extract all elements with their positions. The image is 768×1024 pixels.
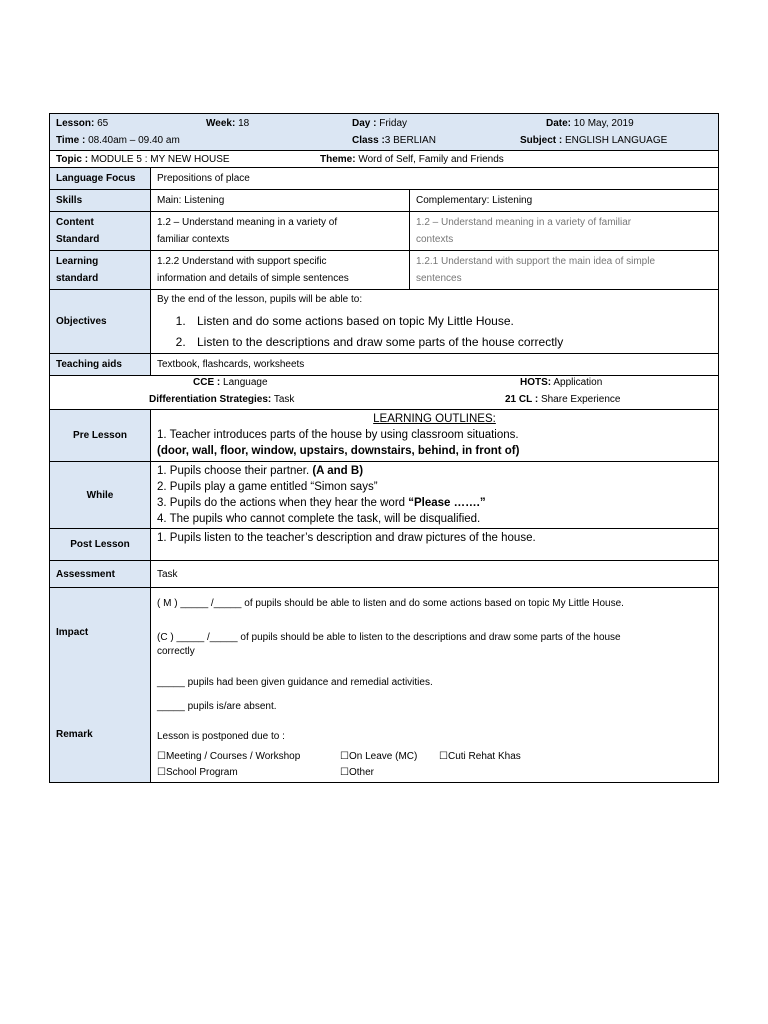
subject-field: Subject : ENGLISH LANGUAGE	[520, 135, 668, 146]
date-field: Date: 10 May, 2019	[546, 118, 634, 129]
cce-field: CCE : Language	[193, 377, 268, 388]
checkbox-icon: ☐	[157, 751, 166, 762]
teaching-aids-label: Teaching aids	[50, 354, 151, 375]
learning-standard-main: 1.2.2 Understand with support specific information and details of simple sentences	[151, 251, 410, 289]
option-meeting[interactable]: ☐Meeting / Courses / Workshop	[157, 751, 301, 762]
objective-item: 1. Listen and do some actions based on topic My Little House.	[189, 311, 712, 332]
impact-m-line: ( M ) _____ /_____ of pupils should be able to listen and do some actions based on topic My Little House.	[157, 598, 624, 609]
option-cuti-rehat[interactable]: ☐Cuti Rehat Khas	[439, 751, 521, 762]
theme-field: Theme: Word of Self, Family and Friends	[320, 153, 504, 165]
skills-complementary: Complementary: Listening	[416, 195, 533, 206]
post-lesson-content: 1. Pupils listen to the teacher’s description and draw pictures of the house.	[157, 532, 536, 544]
pre-lesson-row	[50, 410, 718, 462]
post-lesson-row	[50, 529, 718, 561]
impact-remark-content	[151, 588, 718, 782]
assessment-row	[50, 561, 718, 588]
lesson-header	[50, 114, 718, 151]
impact-remark-row	[50, 588, 718, 782]
lesson-plan-table	[49, 113, 719, 783]
objectives-row	[50, 290, 718, 354]
objectives-label: Objectives	[50, 290, 151, 353]
content-standard-label: Content Standard	[50, 212, 151, 250]
post-lesson-label: Post Lesson	[50, 529, 151, 560]
header-row-2	[56, 132, 718, 149]
while-content: 1. Pupils choose their partner. (A and B) 2. Pupils play a game entitled “Simon says” 3. Pupils do the actions when they hear the word “Please …….” 4. The pupils who cannot complete the task, will be disqualified.	[157, 465, 486, 525]
content-standard-row	[50, 212, 718, 251]
impact-guidance: _____ pupils had been given guidance and remedial activities.	[157, 677, 433, 688]
skills-label: Skills	[50, 190, 151, 211]
option-school-program[interactable]: ☐School Program	[157, 767, 238, 778]
hots-field: HOTS: Application	[520, 377, 603, 388]
topic-row	[50, 151, 718, 168]
while-row	[50, 462, 718, 529]
remark-label: Remark	[56, 729, 93, 740]
impact-remark-labels	[50, 588, 151, 782]
objectives-list	[157, 311, 712, 353]
skills-main: Main: Listening	[151, 190, 410, 211]
while-label: While	[50, 462, 151, 528]
time-field: Time : 08.40am – 09.40 am	[56, 135, 180, 146]
day-field: Day : Friday	[352, 118, 408, 129]
language-focus-label: Language Focus	[50, 168, 151, 189]
content-standard-complementary: 1.2 – Understand meaning in a variety of familiar contexts	[416, 217, 632, 245]
topic-field: Topic : MODULE 5 : MY NEW HOUSE	[56, 153, 230, 165]
content-standard-main: 1.2 – Understand meaning in a variety of familiar contexts	[151, 212, 410, 250]
impact-label: Impact	[56, 627, 89, 638]
21cl-field: 21 CL : Share Experience	[505, 394, 621, 405]
assessment-label: Assessment	[50, 561, 151, 587]
language-focus-value: Prepositions of place	[157, 173, 250, 184]
header-row-1	[56, 115, 718, 132]
lesson-field: Lesson: 65	[56, 118, 109, 129]
checkbox-icon: ☐	[340, 751, 349, 762]
class-field: Class :3 BERLIAN	[352, 135, 436, 146]
teaching-aids-value: Textbook, flashcards, worksheets	[157, 359, 305, 370]
option-on-leave[interactable]: ☐On Leave (MC)	[340, 751, 418, 762]
differentiation-field: Differentiation Strategies: Task	[149, 394, 295, 405]
learning-standard-label: Learning standard	[50, 251, 151, 289]
objectives-content	[151, 290, 718, 353]
impact-c-line: (C ) _____ /_____ of pupils should be able to listen to the descriptions and draw some parts of the house correctly	[157, 632, 621, 657]
checkbox-icon: ☐	[439, 751, 448, 762]
pre-lesson-content: LEARNING OUTLINES: 1. Teacher introduces parts of the house by using classroom situations. (door, wall, floor, window, upstairs, downstairs, behind, in front of)	[151, 410, 718, 461]
impact-absent: _____ pupils is/are absent.	[157, 701, 277, 712]
pre-lesson-label: Pre Lesson	[50, 410, 151, 461]
objective-item: 2. Listen to the descriptions and draw some parts of the house correctly	[189, 332, 712, 353]
skills-row	[50, 190, 718, 212]
checkbox-icon: ☐	[157, 767, 166, 778]
cce-block	[50, 376, 718, 410]
learning-standard-row	[50, 251, 718, 290]
learning-standard-complementary: 1.2.1 Understand with support the main idea of simple sentences	[416, 256, 656, 284]
remark-postponed: Lesson is postponed due to :	[157, 731, 285, 742]
option-other[interactable]: ☐Other	[340, 767, 374, 778]
week-field: Week: 18	[206, 118, 250, 129]
objectives-intro: By the end of the lesson, pupils will be able to:	[157, 294, 363, 305]
learning-outlines-title: LEARNING OUTLINES:	[373, 413, 496, 425]
checkbox-icon: ☐	[340, 767, 349, 778]
assessment-value: Task	[157, 568, 178, 580]
teaching-aids-row	[50, 354, 718, 376]
language-focus-row	[50, 168, 718, 190]
